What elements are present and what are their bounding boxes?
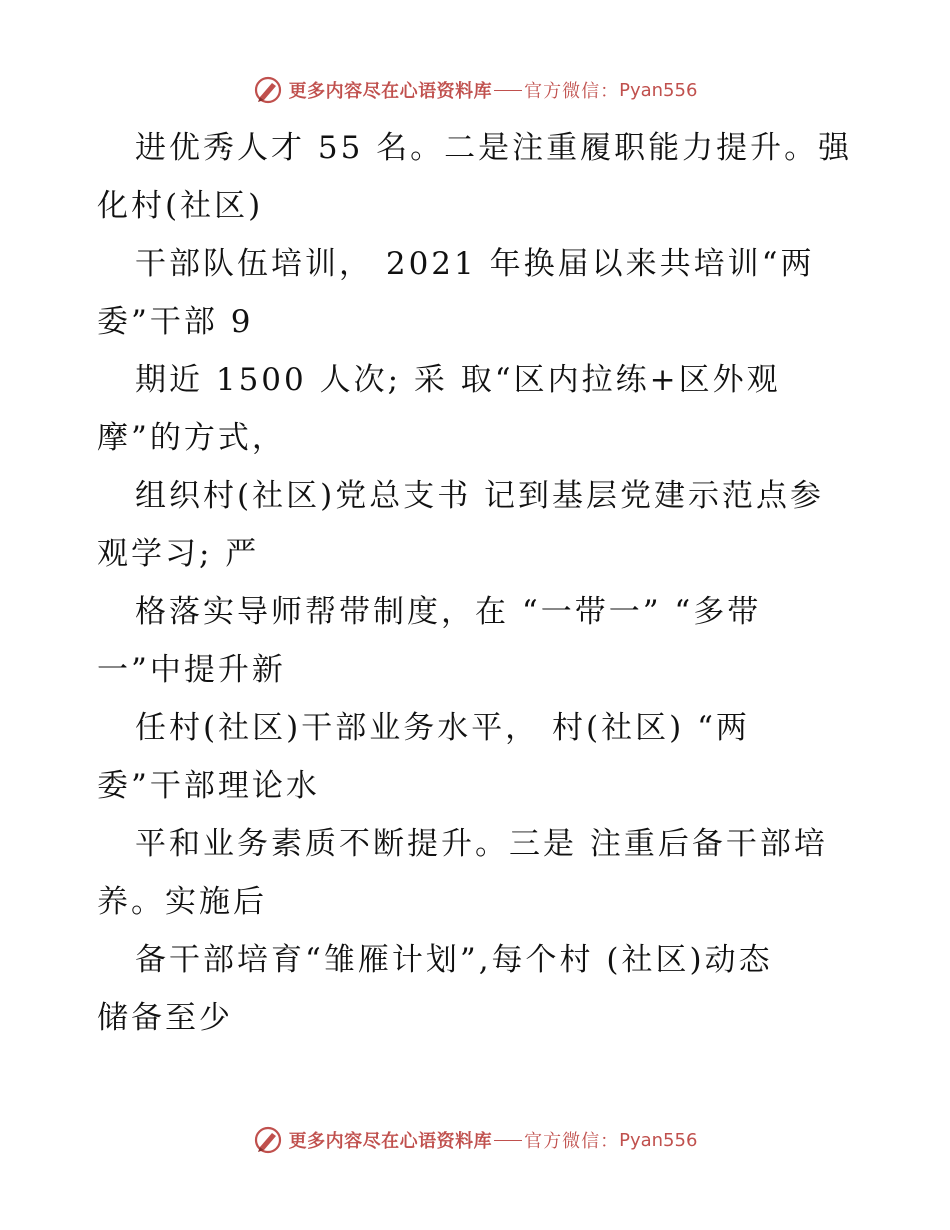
- header-watermark: [0, 70, 950, 110]
- body-line: 进优秀人才 55 名。二是注重履职能力提升。强: [135, 130, 853, 166]
- watermark-wechat-label: 官方微信：: [524, 1131, 620, 1152]
- pen-circle-logo-icon: [253, 1125, 283, 1155]
- watermark-wechat-id: Pyan556: [619, 79, 698, 101]
- body-line: 委”干部理论水: [97, 768, 320, 804]
- body-line: 期近 1500 人次; 采 取“区内拉练+区外观: [135, 362, 781, 398]
- pen-circle-logo-icon: [253, 75, 283, 105]
- body-line: 储备至少: [97, 1000, 233, 1036]
- body-line: 备干部培育“雏雁计划”,每个村 (社区)动态: [135, 942, 773, 978]
- watermark-dash: [494, 1140, 522, 1141]
- body-line: 组织村(社区)党总支书 记到基层党建示范点参: [135, 478, 825, 514]
- watermark-wechat-id: Pyan556: [619, 1129, 698, 1151]
- body-line: 养。实施后: [97, 884, 267, 920]
- watermark-site-text: 更多内容尽在心语资料库: [288, 1131, 493, 1152]
- body-line: 平和业务素质不断提升。三是 注重后备干部培: [135, 826, 828, 862]
- watermark-site-text: 更多内容尽在心语资料库: [288, 81, 493, 102]
- body-line: 观学习; 严: [97, 536, 260, 572]
- body-line: 化村(社区): [97, 188, 264, 224]
- watermark-dash: [494, 90, 522, 91]
- body-line: 委”干部 9: [97, 304, 254, 340]
- body-line: 摩”的方式，: [97, 420, 286, 456]
- body-line: 任村(社区)干部业务水平， 村(社区) “两: [135, 710, 750, 746]
- body-line: 干部队伍培训， 2021 年换届以来共培训“两: [135, 246, 815, 282]
- body-line: 格落实导师帮带制度，在 “一带一” “多带: [135, 594, 762, 630]
- watermark-wechat-label: 官方微信：: [524, 81, 620, 102]
- body-line: 一”中提升新: [97, 652, 286, 688]
- footer-watermark: [0, 1120, 950, 1160]
